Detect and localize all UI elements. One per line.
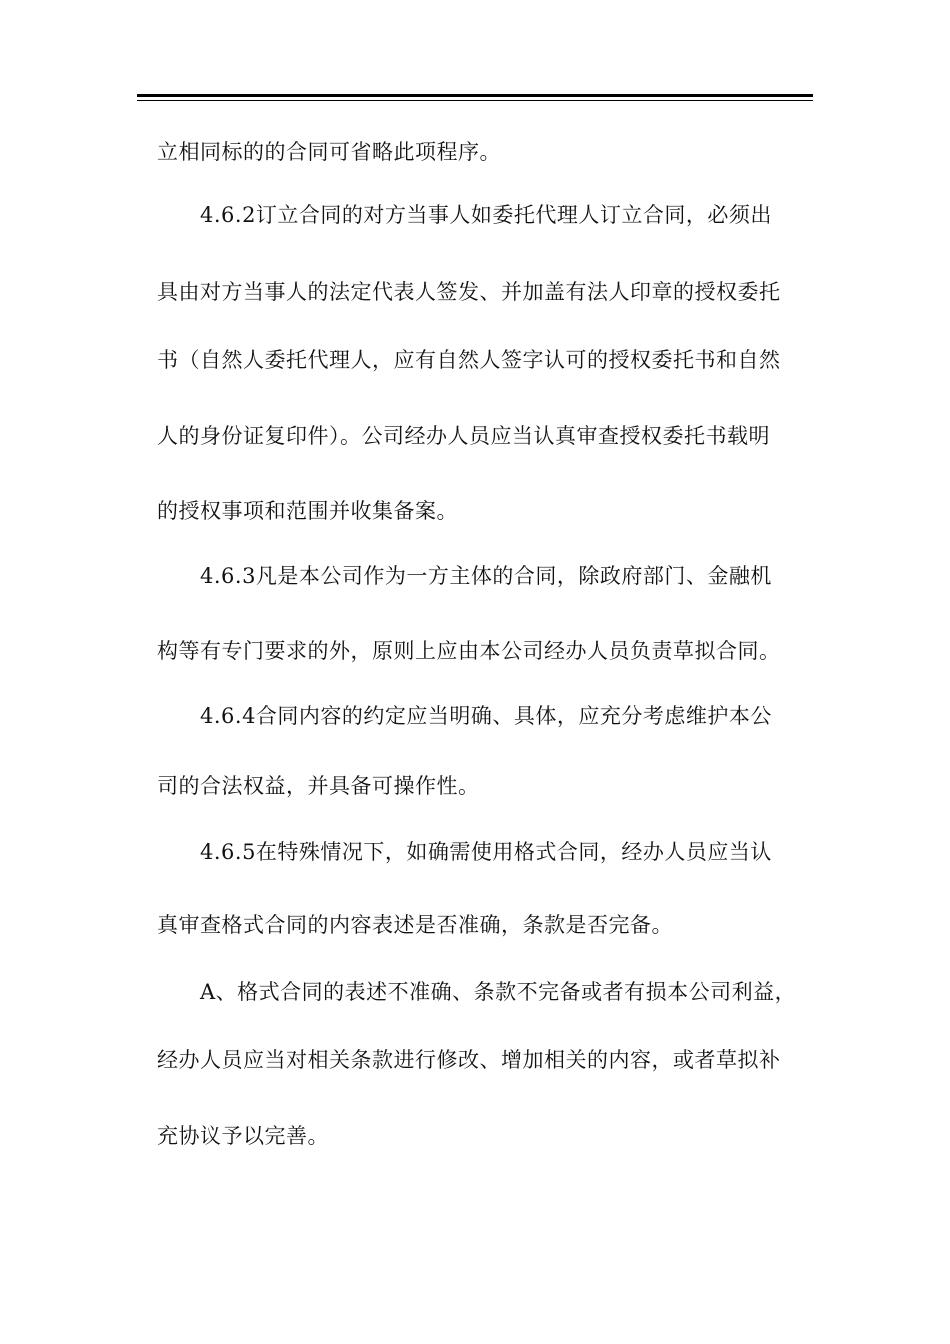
text-line: 具由对方当事人的法定代表人签发、并加盖有法人印章的授权委托 <box>157 280 781 304</box>
text-line: 经办人员应当对相关条款进行修改、增加相关的内容，或者草拟补 <box>157 1048 781 1072</box>
text-line: 4.6.4合同内容的约定应当明确、具体，应充分考虑维护本公 <box>200 704 772 728</box>
text-line: 构等有专门要求的外，原则上应由本公司经办人员负责草拟合同。 <box>157 639 781 663</box>
text-line: 立相同标的的合同可省略此项程序。 <box>157 140 501 164</box>
text-line: 司的合法权益，并具备可操作性。 <box>157 774 480 798</box>
text-line: A、格式合同的表述不准确、条款不完备或者有损本公司利益， <box>200 980 797 1004</box>
text-line: 4.6.3凡是本公司作为一方主体的合同，除政府部门、金融机 <box>200 564 772 588</box>
header-double-rule <box>137 94 813 101</box>
text-line: 书（自然人委托代理人，应有自然人签字认可的授权委托书和自然 <box>157 348 781 372</box>
text-line: 充协议予以完善。 <box>157 1124 329 1148</box>
text-line: 的授权事项和范围并收集备案。 <box>157 499 458 523</box>
text-line: 人的身份证复印件）。公司经办人员应当认真审查授权委托书载明 <box>157 424 770 448</box>
text-line: 真审查格式合同的内容表述是否准确，条款是否完备。 <box>157 913 673 937</box>
text-line: 4.6.5在特殊情况下，如确需使用格式合同，经办人员应当认 <box>200 840 772 864</box>
text-line: 4.6.2订立合同的对方当事人如委托代理人订立合同，必须出 <box>200 203 772 227</box>
